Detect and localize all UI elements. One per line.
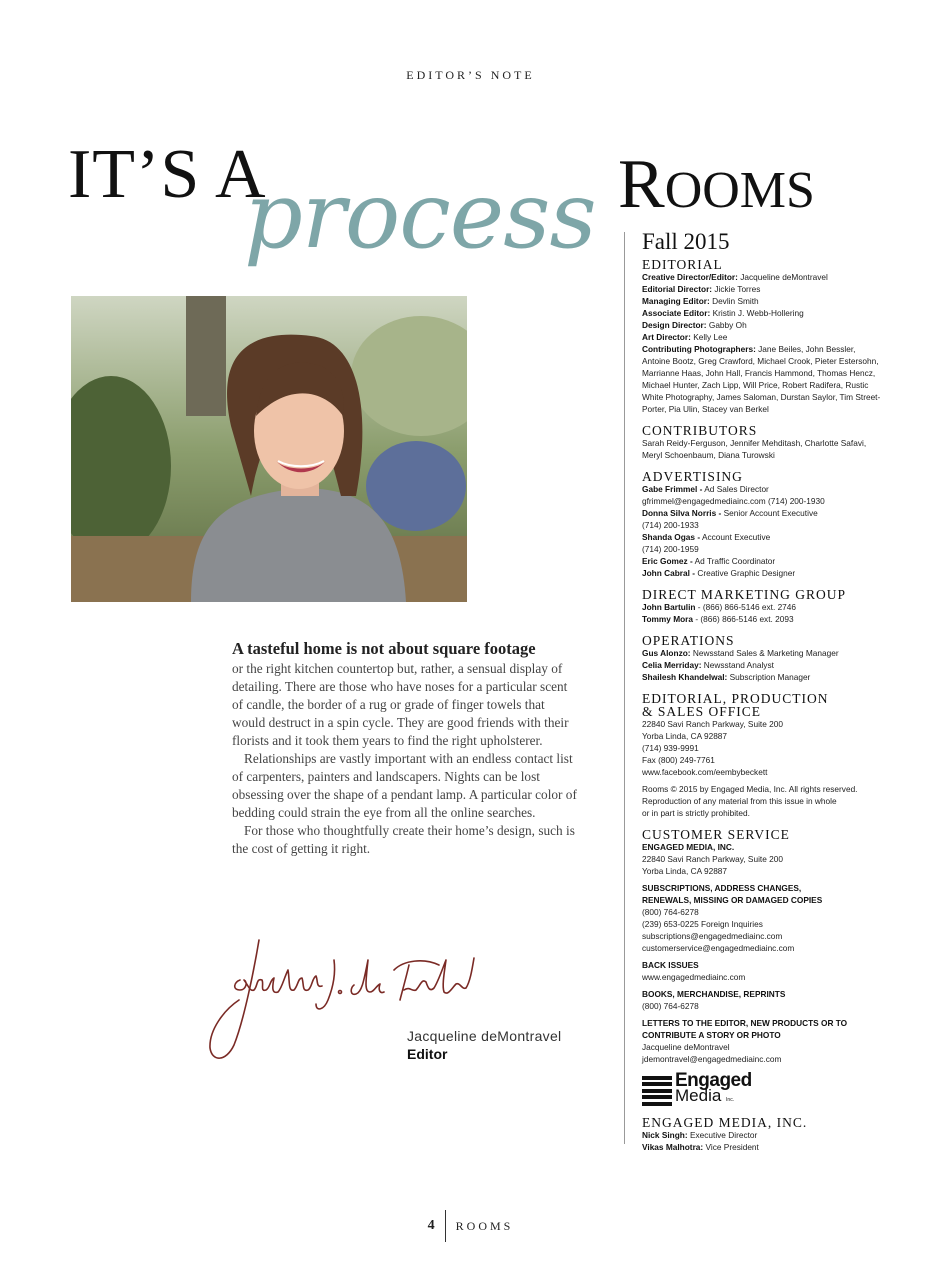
rooms-logo-first: R (618, 146, 665, 223)
signature-name: Jacqueline deMontravel (407, 1028, 562, 1044)
title-script: process (244, 162, 596, 269)
engaged-media-logo-icon (642, 1076, 672, 1106)
customer-service-heading: CUSTOMER SERVICE (642, 827, 790, 842)
editorial-role: Associate Editor: Kristin J. Webb-Hollering (642, 308, 804, 318)
editorial-heading: EDITORIAL (642, 257, 723, 272)
page-number: 4 (427, 1218, 435, 1233)
editorial-role: Design Director: Gabby Oh (642, 320, 747, 330)
editorial-role: Contributing Photographers: Jane Beiles, John Bessler, Antoine Bootz, Greg Crawford, Michael Crook, Pieter Estersohn, Marrianne Haas, John Hall, Francis Hammond, Thomas Hencz, Michael Hunter, Zach Lipp, Will Price, Robert Radifera, Rustic White Photography, James Saloman, Durstan Saylor, Tim Street-Porter, Pia Ulin, Stacey van Berkel (642, 344, 881, 414)
article-lead: A tasteful home is not about square footage (232, 639, 536, 658)
masthead: Fall 2015 EDITORIAL Creative Director/Editor: Jacqueline deMontravel Editorial Director: Jickie Torres Managing Editor: Devlin Smith Associate Editor: Kristin J. Webb-Hollering Design Director: Gabby Oh Art Director: Kelly Lee Contributing Photographers: Jane Beiles, John Bessler, Antoine Bootz, Greg Crawford, Michael Crook, Pieter Estersohn, Marrianne Haas, John Hall, Francis Hammond, Thomas Hencz, Michael Hunter, Zach Lipp, Will Price, Robert Radifera, Rustic White Photography, James Saloman, Durstan Saylor, Tim Street-Porter, Pia Ulin, Stacey van Berkel CONTRIBUTORS Sarah Reidy-Ferguson, Jennifer Mehditash, Charlotte Safavi, Meryl Schoenbaum, Diana Turowski ADVERTISING Gabe Frimmel - Ad Sales Director gfrimmel@engagedmediainc.com (714) 200-1930 Donna Silva Norris - Senior Account Executive (714) 200-1933 Shanda Ogas - Account Executive (714) 200-1959 Eric Gomez - Ad Traffic Coordinator John Cabral - Creative Graphic Designer DIRECT MARKETING GROUP John Bartulin - (866) 866-5146 ext. 2746 Tommy Mora - (866) 866-5146 ext. 2093 OPERATIONS Gus Alonzo: Newsstand Sales & Marketing Manager Celia Merriday: Newsstand Analyst Shailesh Khandelwal: Subscription Manager EDITORIAL, PRODUCTION & SALES OFFICE 22840 Savi Ranch Parkway, Suite 200 Yorba Linda, CA 92887 (714) 939-9991 Fax (800) 249-7761 www.facebook.com/eembybeckett Rooms © 2015 by Engaged Media, Inc. All rights reserved. Reproduction of any material from this issue in whole or in part is strictly prohibited. CUSTOMER SERVICE ENGAGED MEDIA, INC. 22840 Savi Ranch Parkway, Suite 200 Yorba Linda, CA 92887 SUBSCRIPTIONS, ADDRESS CHANGES, RENEWALS, MISSING OR DAMAGED COPIES (800) 764-6278 (239) 653-0225 Foreign Inquiries subscriptions@engagedmediainc.com customerservice@engagedmediainc.com BACK ISSUES www.engagedmediainc.com BOOKS, MERCHANDISE, REPRINTS (800) 764-6278 LETTERS TO THE EDITOR, NEW PRODUCTS OR TO CONTRIBUTE A STORY OR PHOTO Jacqueline deMontravel jdemontravel@engagedmediainc.com Engaged Media Inc. ENGAGED MEDIA, INC. Nick Singh: Executive Director Vikas Malhotra: Vice President (642, 229, 881, 1152)
editorial-role: Creative Director/Editor: Jacqueline deMontravel (642, 272, 828, 282)
copyright: Rooms © 2015 by Engaged Media, Inc. All rights reserved. (642, 784, 858, 794)
rooms-logo-rest: OOMS (664, 162, 815, 219)
editor-email[interactable]: jdemontravel@engagedmediainc.com (642, 1054, 782, 1064)
editorial-role: Art Director: Kelly Lee (642, 332, 728, 342)
office-heading: & SALES OFFICE (642, 704, 762, 719)
page-footer (0, 1210, 941, 1242)
editors-note-article (232, 638, 577, 858)
direct-marketing-heading: DIRECT MARKETING GROUP (642, 587, 847, 602)
engaged-media-logo: Engaged Media Inc. (642, 1073, 882, 1108)
editorial-role: Managing Editor: Devlin Smith (642, 296, 759, 306)
office-heading: EDITORIAL, PRODUCTION (642, 691, 829, 706)
subscriptions-email[interactable]: subscriptions@engagedmediainc.com (642, 931, 783, 941)
article-paragraph-1: or the right kitchen countertop but, rather, a sensual display of detailing. There are those who have noses for a particular scent of candle, the border of a rug or grade of finger towels that would destruct in a spin cycle. They are good friends with their florists and it took them years to find the right upholsterer. (232, 661, 569, 748)
copyright: Reproduction of any material from this issue in whole (642, 796, 837, 806)
editor-portrait-photo (71, 296, 467, 602)
issue-date: Fall 2015 (642, 229, 730, 254)
footer-magazine-name: ROOMS (455, 1218, 514, 1233)
operations-heading: OPERATIONS (642, 633, 735, 648)
article-paragraph-2: Relationships are vastly important with an endless contact list of carpenters, painters and landscapers. Nights can be lost obsessing over the shape of a pendant lamp. A particular color of bedding could strain the eye from all the online searches. (232, 751, 577, 820)
contributors-heading: CONTRIBUTORS (642, 423, 758, 438)
advertising-heading: ADVERTISING (642, 469, 743, 484)
editorial-role: Editorial Director: Jickie Torres (642, 284, 761, 294)
section-label: EDITOR’S NOTE (406, 68, 535, 82)
facebook-link[interactable]: www.facebook.com/eembybeckett (642, 767, 768, 777)
article-paragraph-3: For those who thoughtfully create their home’s design, such is the cost of getting it right. (232, 823, 575, 856)
rooms-logo (618, 146, 815, 223)
back-issues-link[interactable]: www.engagedmediainc.com (642, 972, 746, 982)
title-main: IT’S A (68, 136, 267, 213)
contributors-list: Sarah Reidy-Ferguson, Jennifer Mehditash, Charlotte Safavi, Meryl Schoenbaum, Diana Turowski (642, 438, 867, 460)
customerservice-email[interactable]: customerservice@engagedmediainc.com (642, 943, 795, 953)
signature-role: Editor (407, 1046, 448, 1062)
copyright: or in part is strictly prohibited. (642, 808, 750, 818)
masthead-divider (624, 232, 625, 1144)
engaged-media-heading: ENGAGED MEDIA, INC. (642, 1115, 808, 1130)
